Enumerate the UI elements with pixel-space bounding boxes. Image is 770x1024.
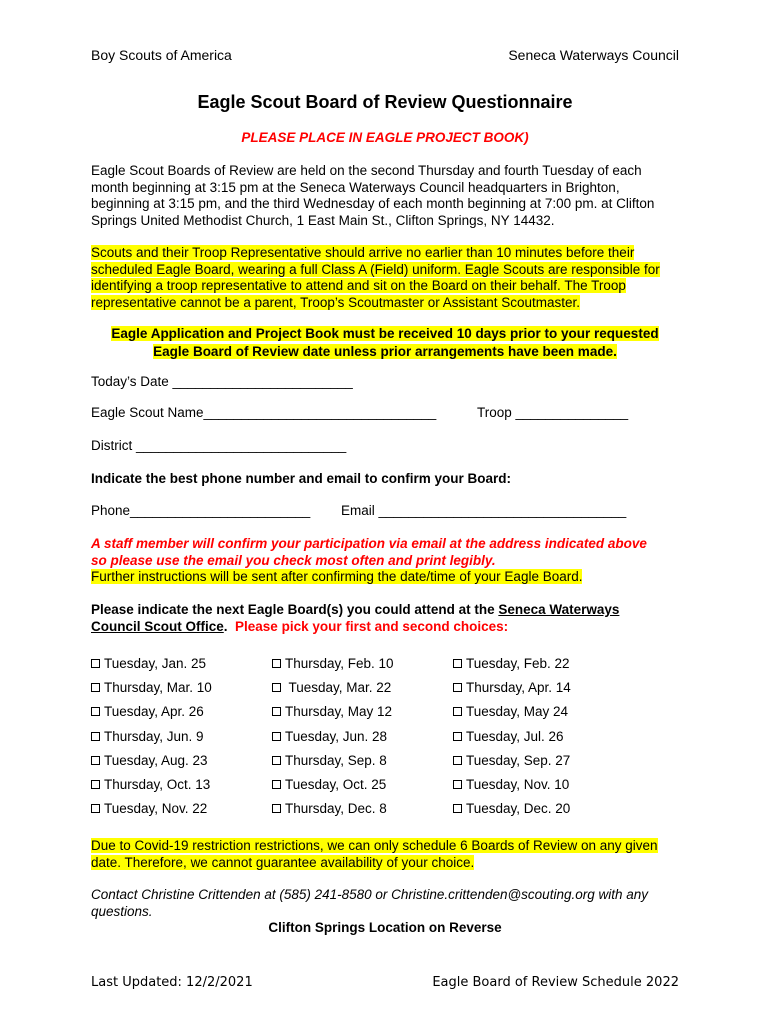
date-option[interactable]: [453, 801, 570, 816]
date-option[interactable]: [453, 729, 564, 744]
header-org: Boy Scouts of America: [91, 47, 232, 63]
contact-info: [91, 887, 691, 920]
date-option-label: Tuesday, Jun. 28: [285, 728, 388, 744]
checkbox-icon[interactable]: [272, 707, 281, 716]
contact-heading: Indicate the best phone number and email to confirm your Board:: [91, 471, 512, 486]
date-option-label: Thursday, Mar. 10: [104, 680, 212, 696]
intro-line: Eagle Scout Boards of Review are held on the second Thursday and fourth Tuesday of each: [91, 163, 642, 178]
date-option[interactable]: [453, 656, 570, 671]
checkbox-icon[interactable]: [91, 780, 100, 789]
date-option-label: Tuesday, Feb. 22: [466, 656, 570, 671]
arrival-paragraph: [91, 245, 691, 311]
date-option-label: Tuesday, Nov. 10: [466, 777, 570, 792]
todays-date-field[interactable]: Today’s Date ________________________: [91, 374, 353, 389]
phone-field[interactable]: Phone________________________: [91, 503, 311, 518]
date-option[interactable]: [453, 704, 568, 719]
checkbox-icon[interactable]: [91, 804, 100, 813]
troop-field[interactable]: Troop _______________: [477, 405, 629, 420]
checkbox-icon[interactable]: [453, 732, 462, 741]
deadline-line: Eagle Application and Project Book must be received 10 days prior to your requested: [111, 326, 659, 341]
email-field[interactable]: Email _________________________________: [341, 503, 627, 518]
header-council: Seneca Waterways Council: [508, 47, 679, 63]
intro-line: month beginning at 3:15 pm at the Seneca Waterways Council headquarters in Brighton,: [91, 179, 620, 195]
checkbox-icon[interactable]: [453, 659, 462, 668]
checkbox-icon[interactable]: [453, 804, 462, 813]
date-option-label: Tuesday, Aug. 23: [104, 752, 208, 768]
arrival-line: scheduled Eagle Board, wearing a full Class A (Field) uniform. Eagle Scouts are responsible for: [91, 261, 660, 277]
intro-line: beginning at 3:15 pm, and the third Wednesday of each month beginning at 7:00 pm. at Clifton: [91, 196, 655, 211]
checkbox-icon[interactable]: [272, 804, 281, 813]
checkbox-icon[interactable]: [272, 780, 281, 789]
scout-name-field[interactable]: Eagle Scout Name_______________________________: [91, 405, 437, 420]
date-option[interactable]: [453, 680, 571, 695]
date-option-label: Thursday, Sep. 8: [285, 752, 387, 768]
date-option-label: Thursday, Apr. 14: [466, 680, 571, 696]
checkbox-icon[interactable]: [272, 732, 281, 741]
date-option[interactable]: [272, 704, 392, 719]
date-option-label: Thursday, Dec. 8: [285, 801, 387, 817]
date-option-label: Thursday, Oct. 13: [104, 777, 211, 792]
date-option[interactable]: [272, 777, 386, 792]
arrival-line: identifying a troop representative to attend and sit on the Board on their behalf. The Troop: [91, 278, 626, 293]
covid-line: date. Therefore, we cannot guarantee availability of your choice.: [91, 854, 475, 870]
choose-prefix: Please indicate the next Eagle Board(s) you could attend at the: [91, 602, 499, 617]
date-option[interactable]: [91, 753, 208, 768]
deadline-line: Eagle Board of Review date unless prior arrangements have been made.: [153, 344, 617, 359]
place-in-book-note: PLEASE PLACE IN EAGLE PROJECT BOOK): [241, 130, 529, 145]
checkbox-icon[interactable]: [91, 683, 100, 692]
date-option-label: Tuesday, Jul. 26: [466, 728, 564, 744]
intro-paragraph: [91, 163, 691, 229]
confirmation-notice: [91, 536, 691, 586]
date-option-label: Thursday, May 12: [285, 704, 393, 720]
checkbox-icon[interactable]: [91, 756, 100, 765]
checkbox-icon[interactable]: [91, 707, 100, 716]
date-option[interactable]: [91, 777, 210, 792]
date-option-label: Thursday, Jun. 9: [104, 728, 204, 744]
page-title: Eagle Scout Board of Review Questionnaire: [197, 92, 573, 112]
checkbox-icon[interactable]: [453, 780, 462, 789]
arrival-line: representative cannot be a parent, Troop’s Scoutmaster or Assistant Scoutmaster.: [91, 294, 581, 310]
reverse-location-note: Clifton Springs Location on Reverse: [268, 920, 502, 935]
deadline-notice: [60, 325, 710, 361]
date-option[interactable]: [91, 656, 206, 671]
date-option[interactable]: [91, 801, 207, 816]
arrival-line: Scouts and their Troop Representative should arrive no earlier than 10 minutes before their: [91, 245, 635, 260]
office-name-part1: Seneca Waterways: [498, 602, 620, 617]
date-option-label: Tuesday, Dec. 20: [466, 801, 571, 817]
date-option[interactable]: [272, 680, 391, 695]
date-option-label: Tuesday, Apr. 26: [104, 704, 204, 720]
checkbox-icon[interactable]: [453, 756, 462, 765]
pick-choices-note: Please pick your first and second choices:: [227, 619, 509, 634]
instructions-line: Further instructions will be sent after confirming the date/time of your Eagle Board.: [91, 569, 583, 584]
confirm-line: so please use the email you check most often and print legibly.: [91, 552, 496, 568]
date-option[interactable]: [91, 704, 204, 719]
checkbox-icon[interactable]: [91, 659, 100, 668]
date-option[interactable]: [453, 777, 569, 792]
checkbox-icon[interactable]: [91, 732, 100, 741]
date-option-label: Tuesday, Mar. 22: [285, 680, 392, 696]
date-option[interactable]: [91, 729, 204, 744]
date-option-label: Tuesday, May 24: [466, 704, 569, 720]
contact-line: questions.: [91, 903, 153, 919]
confirm-line: A staff member will confirm your participation via email at the address indicated above: [91, 536, 647, 551]
checkbox-icon[interactable]: [272, 659, 281, 668]
checkbox-icon[interactable]: [272, 756, 281, 765]
date-option-label: Tuesday, Nov. 22: [104, 801, 208, 817]
checkbox-icon[interactable]: [453, 683, 462, 692]
checkbox-icon[interactable]: [453, 707, 462, 716]
date-option[interactable]: [272, 801, 387, 816]
district-field[interactable]: District ____________________________: [91, 438, 347, 453]
date-option[interactable]: [272, 753, 387, 768]
covid-notice: [91, 838, 691, 871]
date-option-label: Tuesday, Sep. 27: [466, 752, 571, 768]
date-option[interactable]: [453, 753, 570, 768]
choose-instructions: [91, 601, 691, 635]
intro-line: Springs United Methodist Church, 1 East Main St., Clifton Springs, NY 14432.: [91, 212, 555, 228]
date-option[interactable]: [272, 729, 387, 744]
covid-line: Due to Covid-19 restriction restrictions, we can only schedule 6 Boards of Review on any given: [91, 838, 658, 853]
date-option[interactable]: [272, 656, 394, 671]
contact-line: Contact Christine Crittenden at (585) 241-8580 or Christine.crittenden@scouting.org with any: [91, 887, 648, 902]
office-name-part2: Council Scout Office: [91, 619, 224, 634]
date-option-label: Tuesday, Jan. 25: [104, 656, 207, 671]
checkbox-icon[interactable]: [272, 683, 281, 692]
date-option[interactable]: [91, 680, 212, 695]
schedule-title: Eagle Board of Review Schedule 2022: [432, 975, 679, 990]
choose-period: .: [223, 619, 228, 634]
last-updated: Last Updated: 12/2/2021: [91, 975, 253, 990]
date-option-label: Thursday, Feb. 10: [285, 656, 394, 671]
date-option-label: Tuesday, Oct. 25: [285, 777, 387, 792]
